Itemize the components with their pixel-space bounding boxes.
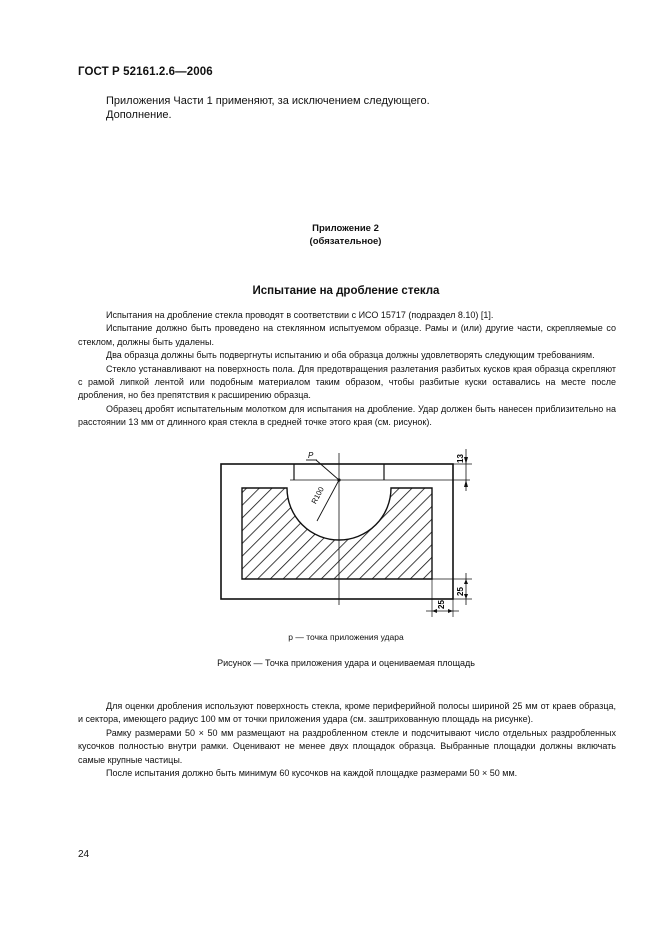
impact-figure xyxy=(200,445,490,625)
paragraph: Образец дробят испытательным молотком для испытания на дробление. Удар должен быть нанесен приблизительно на расстоянии 13 мм от длинного края стекла в средней точке этого края (см. рисунок). xyxy=(78,403,616,428)
paragraph: После испытания должно быть минимум 60 кусочков на каждой площадке размерами 50 × 50 мм. xyxy=(106,768,518,779)
dim-top-value: 13 xyxy=(456,454,465,463)
dim-right-value: 25 xyxy=(456,587,465,596)
figure-legend: p — точка приложения удара xyxy=(288,632,404,642)
paragraph: Для оценки дробления используют поверхность стекла, кроме периферийной полосы шириной 25 мм от краев образца, и сектора, имеющего радиус 100 мм от точки приложения удара (см. заштрихованную площадь на рисунке). xyxy=(78,701,616,725)
paragraph: Испытания на дробление стекла проводят в соответствии с ИСО 15717 (подраздел 8.10) [1]. xyxy=(106,310,494,320)
paragraph: Стекло устанавливают на поверхность пола. Для предотвращения разлетания разбитых кусков края образца скрепляют с рамой липкой лентой или подобным материалом таким образом, чтобы разбитые куски оставались на месте после дробления, но без препятствия к расширению образца. xyxy=(78,363,616,401)
impact-leader xyxy=(316,460,339,480)
dim-bottom-value: 25 xyxy=(437,600,446,609)
intro-line-2: Дополнение. xyxy=(106,109,172,121)
paragraphs-bottom xyxy=(78,700,616,780)
impact-point-marker xyxy=(337,478,340,481)
section-title: Испытание на дробление стекла xyxy=(252,285,440,297)
intro-line-1: Приложения Части 1 применяют, за исключением следующего. xyxy=(106,95,430,107)
impact-point-label: P xyxy=(308,451,314,460)
radius-leader xyxy=(317,480,339,521)
figure-caption: Рисунок — Точка приложения удара и оцениваемая площадь xyxy=(217,658,475,668)
page-number: 24 xyxy=(78,849,90,860)
radius-label: R100 xyxy=(309,485,326,506)
document-header: ГОСТ Р 52161.2.6—2006 xyxy=(78,66,213,78)
appendix-title: Приложение 2 xyxy=(312,223,379,234)
paragraph: Испытание должно быть проведено на стеклянном испытуемом образце. Рамы и (или) другие части, скрепляемые со стеклом, должны быть удалены. xyxy=(78,323,616,347)
paragraph: Два образца должны быть подвергнуты испытанию и оба образца должны удовлетворять следующим требованиям. xyxy=(106,350,595,361)
evaluation-area-hatch xyxy=(242,488,432,579)
paragraph: Рамку размерами 50 × 50 мм размещают на раздробленном стекле и подсчитывают число отдельных раздробленных кусочков полностью внутри рамки. Оценивают не менее двух площадок образца. Выбранные площадки должны включать самые крупные частицы. xyxy=(78,727,616,765)
paragraphs-top xyxy=(78,309,616,430)
appendix-status: (обязательное) xyxy=(309,236,382,247)
